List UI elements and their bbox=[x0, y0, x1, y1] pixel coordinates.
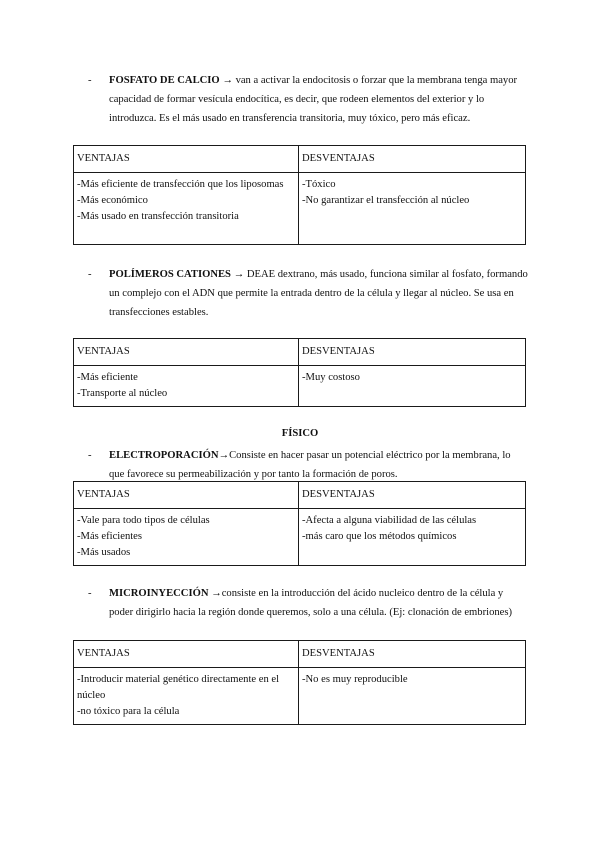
ventaja-item: -Más usados bbox=[77, 547, 131, 558]
ventaja-item: -Introducir material genético directamente en el núcleo bbox=[77, 674, 280, 701]
desventaja-item: -más caro que los métodos químicos bbox=[302, 531, 457, 542]
ventaja-item: -Más económico bbox=[77, 195, 148, 206]
bullet-title: FOSFATO DE CALCIO bbox=[109, 75, 220, 86]
bullet-title: MICROINYECCIÓN bbox=[109, 588, 209, 599]
table-header-ventajas: VENTAJAS bbox=[74, 482, 299, 509]
table-header-ventajas: VENTAJAS bbox=[74, 146, 299, 173]
bullet-polimeros-cationes bbox=[88, 265, 528, 322]
table-fosfato-de-calcio bbox=[73, 145, 526, 245]
ventajas-cell bbox=[74, 668, 299, 725]
ventaja-item: -Más eficiente bbox=[77, 372, 138, 383]
bullet-electroporacion bbox=[88, 446, 528, 484]
desventaja-item: -Muy costoso bbox=[302, 372, 360, 383]
table-electroporacion bbox=[73, 481, 526, 566]
table-header-ventajas: VENTAJAS bbox=[74, 339, 299, 366]
table-polimeros-cationes bbox=[73, 338, 526, 407]
ventaja-item: -Más eficiente de transfección que los liposomas bbox=[77, 179, 284, 190]
table-header-ventajas: VENTAJAS bbox=[74, 641, 299, 668]
desventaja-item: -Afecta a alguna viabilidad de las células bbox=[302, 515, 477, 526]
bullet-dash: - bbox=[88, 450, 92, 461]
desventaja-item: -No es muy reproducible bbox=[302, 674, 408, 685]
bullet-text: → DEAE dextrano, más usado, funciona similar al fosfato, formando un complejo con el ADN que permite la entrada dentro de la célula y llegar al núcleo. Se usa en transfecciones estables. bbox=[109, 269, 528, 318]
ventaja-item: -Vale para todo tipos de células bbox=[77, 515, 210, 526]
bullet-dash: - bbox=[88, 588, 92, 599]
bullet-text: →Consiste en hacer pasar un potencial eléctrico por la membrana, lo que favorece su permeabilización y por tanto la formación de poros. bbox=[109, 450, 511, 480]
bullet-microinyeccion bbox=[88, 584, 528, 622]
desventajas-cell bbox=[299, 509, 526, 566]
ventajas-cell bbox=[74, 509, 299, 566]
bullet-title: ELECTROPORACIÓN bbox=[109, 450, 219, 461]
ventajas-cell bbox=[74, 366, 299, 407]
desventajas-cell bbox=[299, 173, 526, 245]
ventaja-item: -Más eficientes bbox=[77, 531, 143, 542]
table-header-desventajas: DESVENTAJAS bbox=[299, 641, 526, 668]
bullet-dash: - bbox=[88, 75, 92, 86]
table-microinyeccion bbox=[73, 640, 526, 725]
bullet-fosfato-de-calcio bbox=[88, 71, 528, 128]
ventaja-item: -Más usado en transfección transitoria bbox=[77, 211, 239, 222]
bullet-text: → van a activar la endocitosis o forzar que la membrana tenga mayor capacidad de formar vesícula endocítica, es decir, que rodeen elementos del exterior y lo introduzca. Es el más usado en transferencia transitoria, muy tóxico, pero más eficaz. bbox=[109, 75, 518, 124]
ventaja-item: -Transporte al núcleo bbox=[77, 388, 168, 399]
desventajas-cell bbox=[299, 668, 526, 725]
bullet-dash: - bbox=[88, 269, 92, 280]
ventajas-cell bbox=[74, 173, 299, 245]
section-heading-fisico: FÍSICO bbox=[281, 428, 319, 439]
table-header-desventajas: DESVENTAJAS bbox=[299, 146, 526, 173]
desventajas-cell bbox=[299, 366, 526, 407]
desventaja-item: -No garantizar el transfección al núcleo bbox=[302, 195, 470, 206]
desventaja-item: -Tóxico bbox=[302, 179, 336, 190]
table-header-desventajas: DESVENTAJAS bbox=[299, 339, 526, 366]
ventaja-item: -no tóxico para la célula bbox=[77, 706, 180, 717]
table-header-desventajas: DESVENTAJAS bbox=[299, 482, 526, 509]
bullet-title: POLÍMEROS CATIONES bbox=[109, 269, 231, 280]
bullet-text: →consiste en la introducción del ácido nucleico dentro de la célula y poder dirigirlo hacia la región donde queremos, solo a una célula. (Ej: clonación de embriones) bbox=[109, 588, 513, 618]
